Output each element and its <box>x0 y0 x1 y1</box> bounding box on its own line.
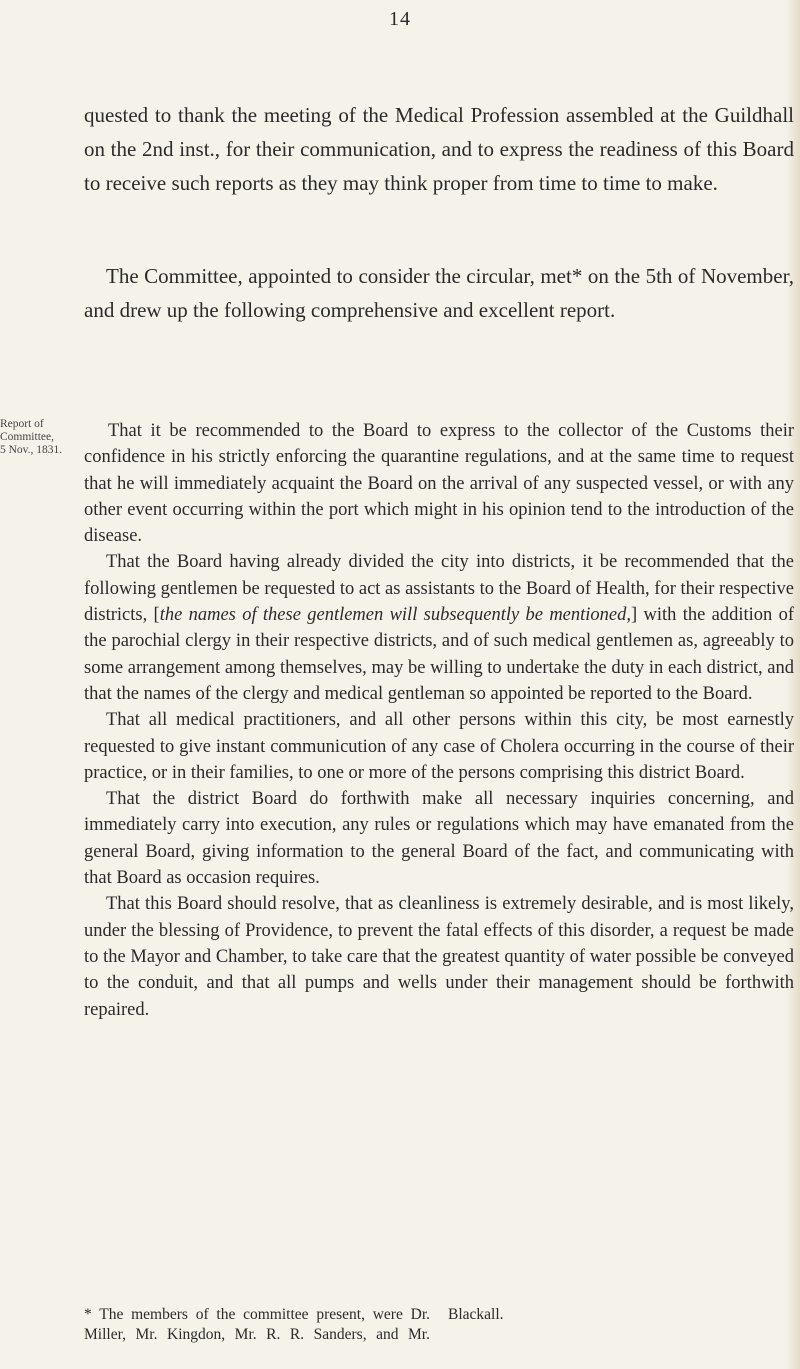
margin-note-line-1: Report of <box>0 418 44 430</box>
paragraph-1: quested to thank the meeting of the Medical Profession assembled at the Guildhall on the 2nd inst., for their communication, and to express the readiness of this Board to receive such reports as they may think proper from time to time to make. <box>84 103 794 195</box>
paragraph-4 <box>84 549 794 707</box>
margin-note-line-2: Committee, <box>0 431 54 443</box>
paragraph-4-italic: the names of these gentlemen will subsequently be mentioned, <box>159 605 632 626</box>
footnote: * The members of the committee present, were Dr. Miller, Mr. Kingdon, Mr. R. R. Sanders, and Mr. Blackall. <box>84 1306 504 1343</box>
paragraph-7: That this Board should resolve, that as cleanliness is extremely desirable, and is most likely, under the blessing of Providence, to prevent the fatal effects of this disorder, a request be made to the Mayor and Chamber, to take care that the greatest quantity of water possible be conveyed to the conduit, and that all pumps and wells under their management should be forthwith repaired. <box>84 894 794 1020</box>
paragraph-4-end: ] with the addition of the parochial clergy in their respective districts, and of such medical gentlemen as, agreeably to some arrangement among themselves, may be willing to undertake the duty in each district, and that the names of the clergy and medical gentleman so appointed be reported to the Board. <box>84 605 794 704</box>
paragraph-5: That all medical practitioners, and all other persons within this city, be most earnestly requested to give instant communicution of any case of Cholera occurring in the course of their practice, or in their families, to one or more of the persons comprising this district Board. <box>84 710 794 783</box>
margin-note <box>0 418 80 457</box>
page-number: 14 <box>389 8 411 30</box>
paragraph-4-start: That the Board having already divided the city into districts, it be recommended that the following gentlemen be requested to act as assistants to the Board of Health, for their respective districts, [ <box>84 552 794 626</box>
committee-paragraph-block <box>84 259 794 327</box>
report-body <box>84 418 794 1023</box>
paragraph-2: The Committee, appointed to consider the circular, met* on the 5th of November, and drew up the following comprehensive and excellent report. <box>84 264 794 322</box>
paragraph-3: That it be recommended to the Board to express to the collector of the Customs their confidence in his strictly enforcing the quarantine regulations, and at the same time to request that he will immediately acquaint the Board on the arrival of any suspected vessel, or with any other event occurring within the port which might in his opinion tend to the introduction of the disease. <box>84 421 794 547</box>
margin-note-line-3: 5 Nov., 1831. <box>0 444 63 456</box>
opening-paragraph-block <box>84 98 794 200</box>
paragraph-6: That the district Board do forthwith make all necessary inquiries concerning, and immediately carry into execution, any rules or regulations which may have emanated from the general Board, giving information to the general Board of the fact, and communicating with that Board as occasion requires. <box>84 789 794 889</box>
